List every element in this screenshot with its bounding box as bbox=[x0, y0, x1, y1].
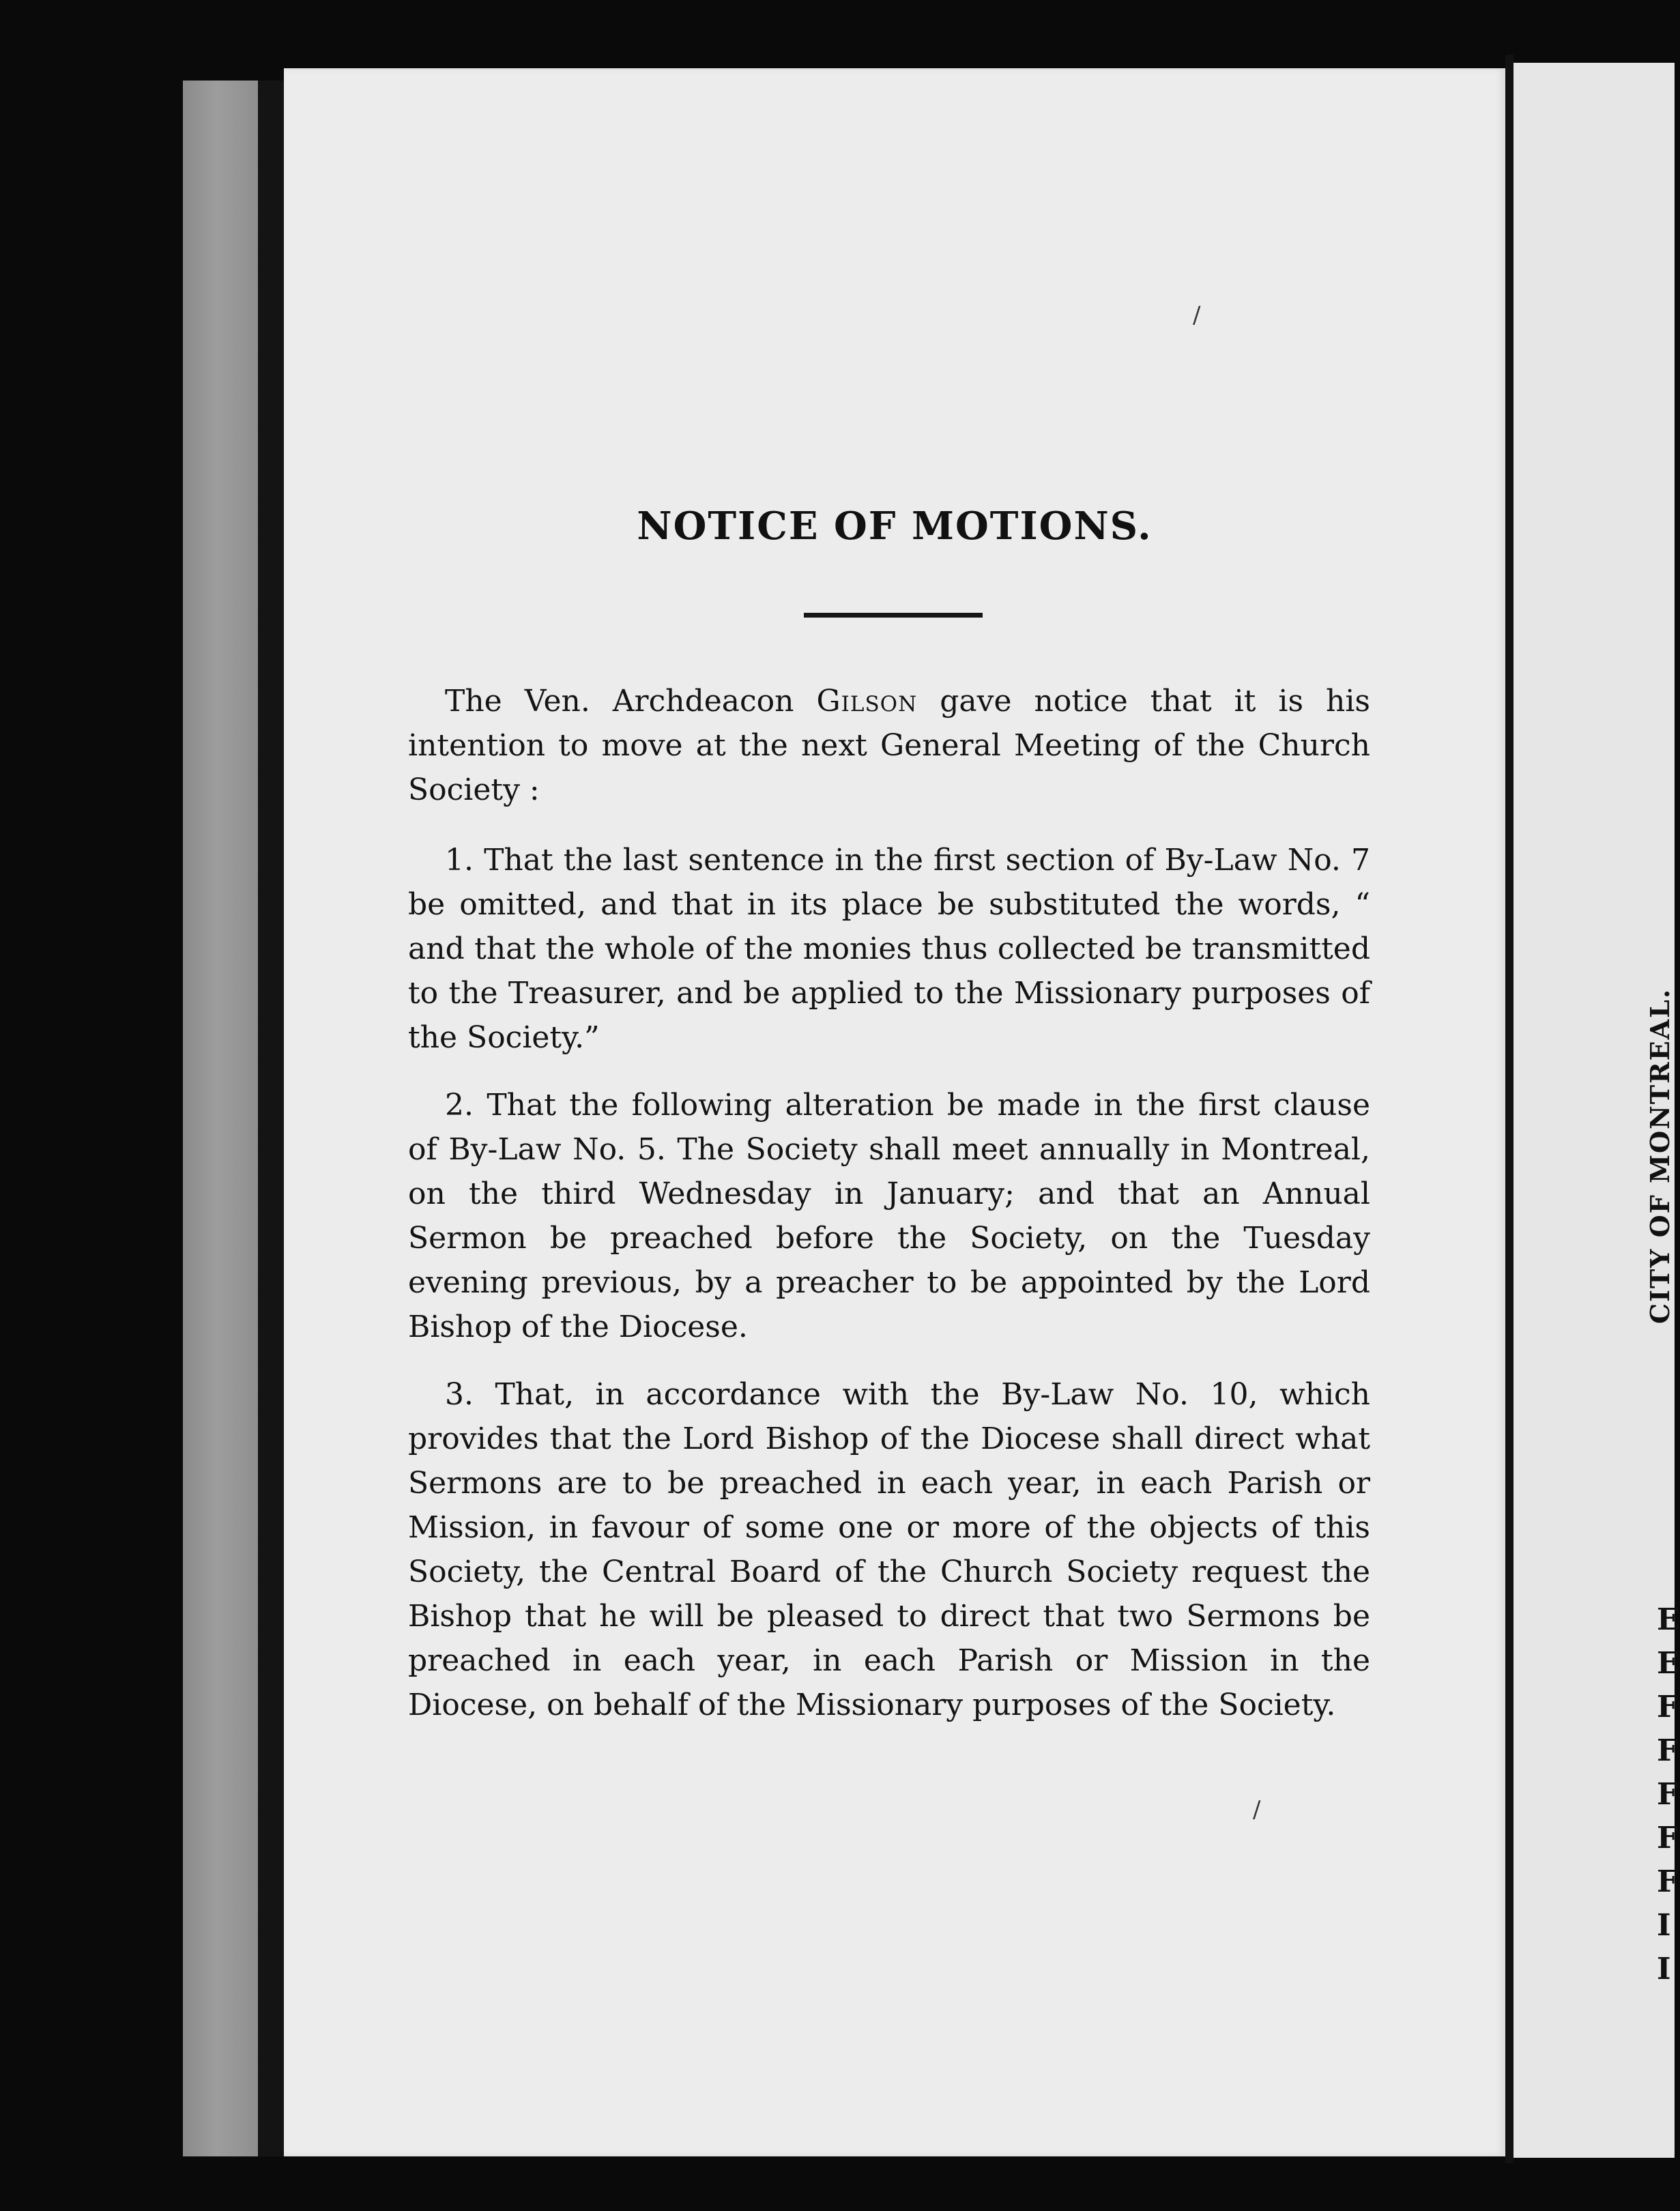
initial-letter: F bbox=[1657, 1690, 1679, 1724]
page-title: NOTICE OF MOTIONS. bbox=[637, 504, 1153, 549]
stray-mark: / bbox=[1193, 302, 1201, 329]
motion-3: 3. That, in accordance with the By-Law No. 10, which provides that the Lord Bishop of the Diocese shall direct what Sermons are to be preached in each year, in each Parish or Mission, in favour of some one or more of the objects of this Society, the Central Board of the Church Society request the Bishop that he will be pleased to direct that two Sermons be preached in each year, in each Parish or Mission in the Diocese, on behalf of the Missionary purposes of the Society. bbox=[408, 1377, 1370, 1722]
intro-tail: gave notice that it is his intention to move at the next General Meeting of the Church Society : bbox=[408, 684, 1370, 807]
initial-letter: E bbox=[1657, 1602, 1680, 1637]
title-rule bbox=[804, 613, 983, 618]
binding-gutter bbox=[258, 81, 284, 2156]
intro-paragraph bbox=[408, 679, 1370, 812]
page-gutter bbox=[1505, 55, 1514, 2163]
notice-body bbox=[408, 679, 1370, 1750]
initial-letter: I bbox=[1657, 1908, 1671, 1943]
initial-letter: F bbox=[1657, 1777, 1679, 1812]
stray-mark: / bbox=[1253, 1796, 1261, 1823]
initial-letter: F bbox=[1657, 1733, 1679, 1768]
page-edge-shadow bbox=[183, 81, 258, 2156]
intro-lead: The Ven. Archdeacon bbox=[445, 684, 817, 719]
adjacent-page-initials bbox=[1657, 1602, 1680, 1987]
initial-letter: F bbox=[1657, 1821, 1679, 1855]
initial-letter: I bbox=[1657, 1952, 1671, 1986]
initial-letter: E bbox=[1657, 1646, 1680, 1681]
archdeacon-name: Gilson bbox=[816, 684, 918, 719]
running-head: CITY OF MONTREAL. bbox=[1645, 987, 1675, 1324]
motion-2: 2. That the following alteration be made in the first clause of By-Law No. 5. The Society shall meet annually in Montreal, on the third Wednesday in January; and that an Annual Sermon be preached before the Society, on the Tuesday evening previous, by a preacher to be appointed by the Lord Bishop of the Diocese. bbox=[408, 1088, 1370, 1344]
initial-letter: F bbox=[1657, 1864, 1679, 1899]
motion-1: 1. That the last sentence in the first section of By-Law No. 7 be omitted, and that in its place be substituted the words, “ and that the whole of the monies thus collected be transmitted to the Treasurer, and be applied to the Missionary purposes of the Society.” bbox=[408, 843, 1370, 1055]
